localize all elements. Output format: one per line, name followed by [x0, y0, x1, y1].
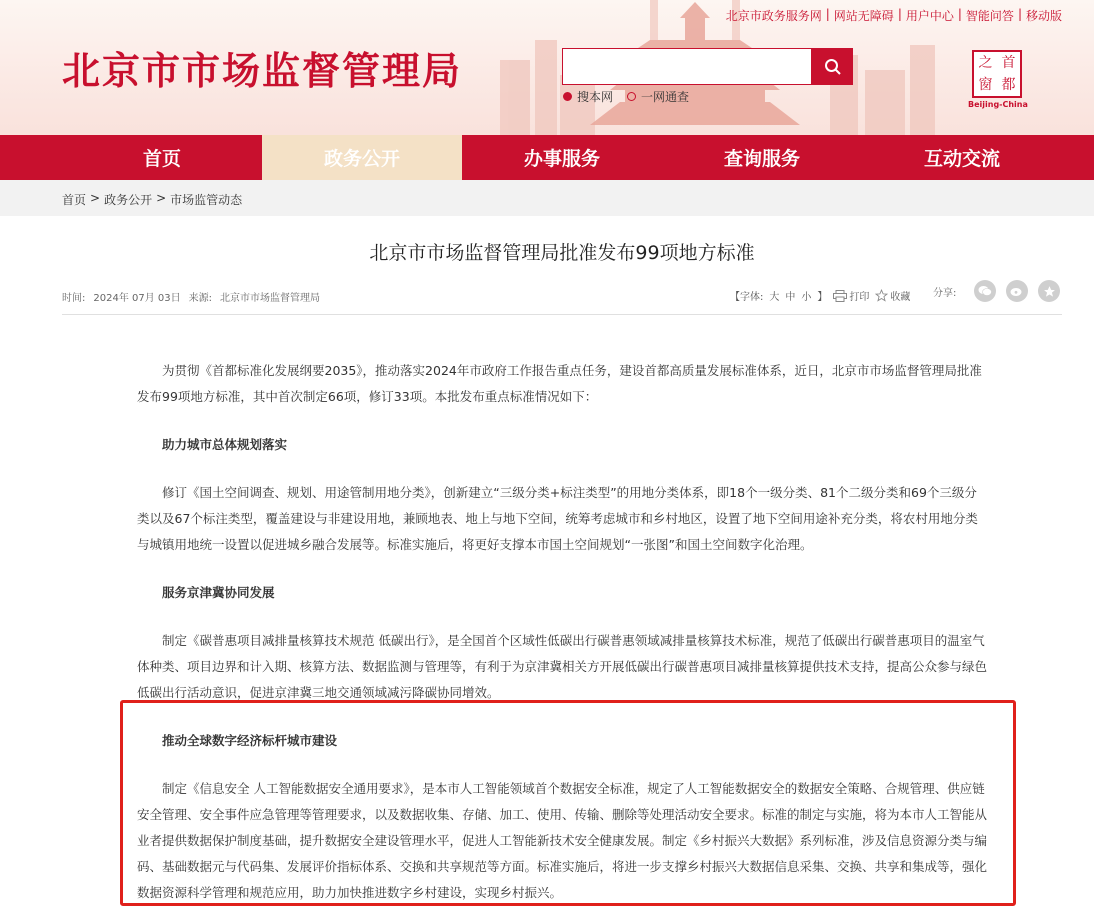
section-heading: 助力城市总体规划落实	[162, 437, 288, 452]
site-title[interactable]: 北京市市场监督管理局	[62, 48, 463, 93]
star-share-icon	[1043, 285, 1056, 298]
search-box	[562, 48, 812, 85]
scope-label: 搜本网	[577, 90, 614, 104]
capital-window-logo[interactable]	[972, 50, 1022, 98]
search-button[interactable]	[812, 48, 853, 85]
breadcrumb-home[interactable]: 首页	[62, 193, 87, 207]
nav-services[interactable]: 办事服务	[523, 148, 600, 170]
favorite-button[interactable]	[875, 288, 910, 303]
search-input[interactable]	[563, 49, 811, 84]
radio-checked-icon	[563, 92, 572, 101]
article-body	[137, 358, 987, 906]
section-heading: 推动全球数字经济标杆城市建设	[162, 733, 338, 748]
divider	[62, 314, 1062, 315]
nav-gov-affairs[interactable]: 政务公开	[262, 135, 462, 180]
scope-label: 一网通查	[641, 90, 690, 104]
share-bar	[933, 280, 1060, 302]
share-wechat[interactable]	[974, 280, 996, 302]
wechat-icon	[978, 285, 992, 297]
source-label: 来源:	[188, 293, 213, 304]
breadcrumb	[62, 191, 242, 208]
share-qzone[interactable]	[1038, 280, 1060, 302]
font-size-close: 】	[817, 292, 828, 303]
section-paragraph: 修订《国土空间调查、规划、用途管制用地分类》，创新建立“三级分类+标注类型”的用地分类体系，即18个一级分类、81个二级分类和69个三级分类以及67个标注类型，覆盖建设与非建设用地，兼顾地表、地上与地下空间，统筹考虑城市和乡村地区，设置了地下空间用途补充分类，将农村用地分类与城镇用地统一设置以促进城乡融合发展等。标准实施后，将更好支撑本市国土空间规划“一张图”和国土空间数字化治理。	[137, 485, 978, 552]
nav-home[interactable]: 首页	[142, 148, 181, 170]
logo-subtitle: Beijing-China	[968, 100, 1028, 109]
publish-time: 2024年 07月 03日	[93, 293, 181, 304]
article-tools	[730, 288, 910, 303]
breadcrumb-news[interactable]: 市场监管动态	[170, 193, 243, 207]
print-label: 打印	[849, 292, 870, 303]
breadcrumb-sep: >	[156, 191, 167, 205]
logo-char: 首	[1001, 55, 1016, 71]
article-source: 北京市市场监督管理局	[220, 293, 321, 304]
logo-char: 都	[1001, 77, 1016, 93]
printer-icon	[833, 290, 847, 302]
search-scope	[563, 88, 689, 105]
scope-this-site[interactable]	[563, 88, 613, 105]
link-mobile[interactable]: 移动版	[1025, 9, 1062, 23]
font-size-label: 【字体:	[730, 292, 764, 303]
logo-char: 之	[978, 55, 993, 71]
scope-all[interactable]	[627, 88, 689, 105]
share-label: 分享:	[933, 287, 957, 299]
site-header	[0, 0, 1094, 135]
time-label: 时间:	[62, 293, 86, 304]
top-links	[726, 7, 1062, 24]
radio-unchecked-icon	[627, 92, 636, 101]
separator: |	[957, 7, 962, 21]
nav-interaction[interactable]: 互动交流	[923, 148, 1000, 170]
intro-paragraph: 为贯彻《首都标准化发展纲要2035》，推动落实2024年市政府工作报告重点任务，建设首都高质量发展标准体系，近日，北京市市场监督管理局批准发布99项地方标准，其中首次制定66项，修订33项。本批发布重点标准情况如下：	[137, 363, 982, 404]
share-weibo[interactable]	[1006, 280, 1028, 302]
breadcrumb-gov-affairs[interactable]: 政务公开	[104, 193, 153, 207]
star-icon	[875, 289, 888, 302]
section-heading: 服务京津冀协同发展	[162, 585, 275, 600]
weibo-icon	[1010, 285, 1024, 297]
print-button[interactable]	[833, 288, 869, 303]
link-gov-service[interactable]: 北京市政务服务网	[725, 9, 822, 23]
font-size-small[interactable]: 小	[801, 292, 812, 303]
article-title: 北京市市场监督管理局批准发布99项地方标准	[369, 242, 755, 264]
separator: |	[897, 7, 902, 21]
article-meta	[62, 289, 320, 304]
favorite-label: 收藏	[890, 292, 911, 303]
separator: |	[825, 7, 830, 21]
section-paragraph: 制定《信息安全 人工智能数据安全通用要求》，是本市人工智能领域首个数据安全标准，规定了人工智能数据安全的数据安全策略、合规管理、供应链安全管理、安全事件应急管理等管理要求，以及数据收集、存储、加工、使用、传输、删除等处理活动安全要求。标准的制定与实施，将为本市人工智能从业者提供数据保护制度基础，提升数据安全建设管理水平，促进人工智能新技术安全健康发展。制定《乡村振兴大数据》系列标准，涉及信息资源分类与编码、基础数据元与代码集、发展评价指标体系、交换和共享规范等方面。标准实施后，将进一步支撑乡村振兴大数据信息采集、交换、共享和集成等，强化数据资源科学管理和规范应用，助力加快推进数字乡村建设，实现乡村振兴。	[137, 781, 988, 900]
main-nav	[0, 135, 1094, 180]
font-size-large[interactable]: 大	[769, 292, 780, 303]
logo-char: 窗	[978, 77, 993, 93]
search-icon	[824, 58, 842, 76]
nav-query[interactable]: 查询服务	[723, 148, 800, 170]
link-user-center[interactable]: 用户中心	[905, 9, 954, 23]
link-accessibility[interactable]: 网站无障碍	[833, 9, 894, 23]
separator: |	[1017, 7, 1022, 21]
section-paragraph: 制定《碳普惠项目减排量核算技术规范 低碳出行》，是全国首个区域性低碳出行碳普惠领域减排量核算技术标准，规范了低碳出行碳普惠项目的温室气体种类、项目边界和计入期、核算方法、数据监测与管理等，有利于为京津冀相关方开展低碳出行碳普惠项目减排量核算提供技术支持，提高公众参与绿色低碳出行活动意识，促进京津冀三地交通领域减污降碳协同增效。	[137, 633, 988, 700]
breadcrumb-sep: >	[90, 191, 101, 205]
font-size-medium[interactable]: 中	[785, 292, 796, 303]
breadcrumb-bar	[0, 180, 1094, 216]
link-smart-qa[interactable]: 智能问答	[965, 9, 1014, 23]
